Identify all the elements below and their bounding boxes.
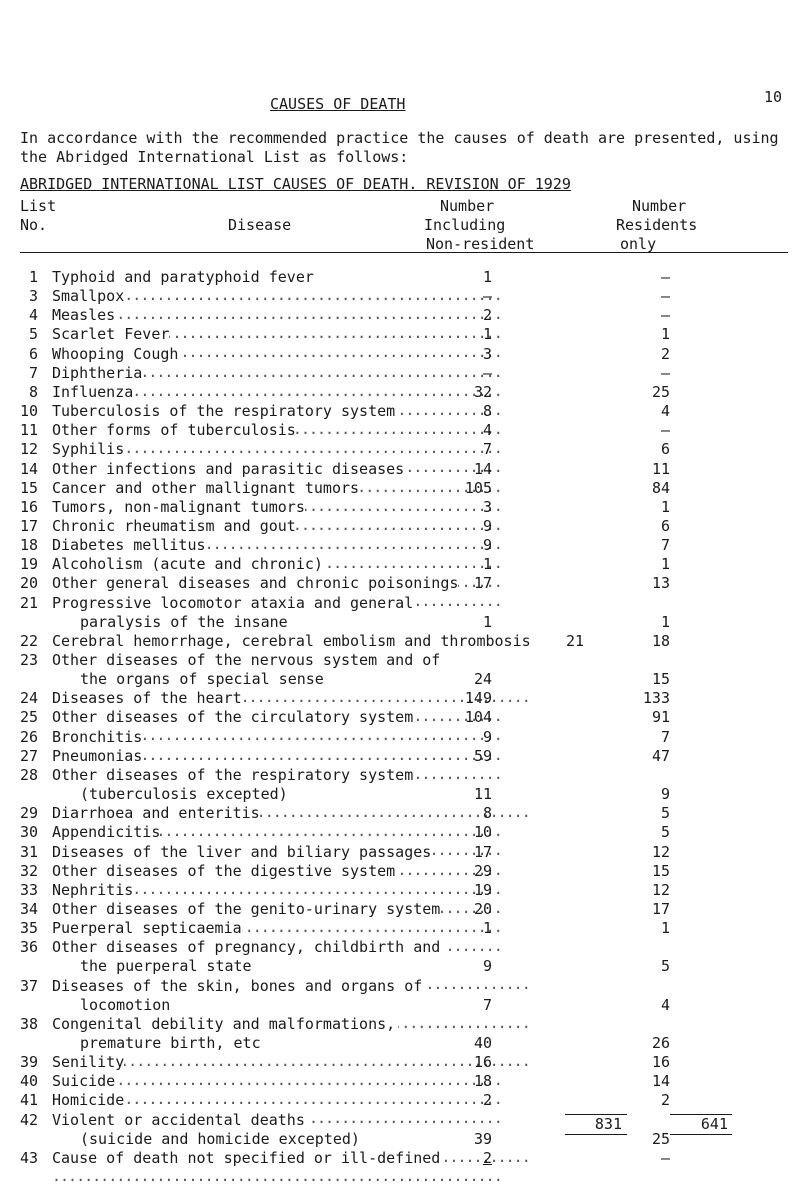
header-disease: Disease (228, 216, 292, 234)
total-underline-2 (670, 1134, 732, 1135)
list-number: 34 (19, 899, 38, 918)
header-rule (20, 252, 788, 253)
table-row (0, 1034, 800, 1053)
table-row (0, 325, 800, 344)
disease-name (52, 1111, 502, 1129)
disease-label: (tuberculosis excepted) ..... (80, 785, 530, 821)
count-residents-only: – (660, 363, 670, 382)
count-including-nonresident: – (482, 287, 492, 306)
table-row (0, 632, 800, 651)
list-number: 40 (19, 1072, 38, 1091)
count-residents-only: 25 (651, 382, 670, 401)
disease-label: the puerperal state ..... (80, 957, 530, 993)
count-residents-only: 12 (651, 842, 670, 861)
table-row (0, 460, 800, 479)
list-number: 17 (19, 516, 38, 535)
count-including-nonresident: 9 (482, 957, 492, 976)
list-number: 3 (28, 287, 38, 306)
count-including-nonresident: 32 (473, 382, 492, 401)
header-number-2: Number (632, 197, 687, 215)
count-residents-only: – (660, 306, 670, 325)
count-residents-only: 15 (651, 670, 670, 689)
list-number: 15 (19, 478, 38, 497)
table-row (0, 919, 800, 938)
count-including-nonresident: 8 (482, 402, 492, 421)
count-including-nonresident: 19 (473, 880, 492, 899)
disease-label: Other diseases of the nervous system and of (52, 651, 443, 669)
count-residents-only: 47 (651, 746, 670, 765)
disease-label: Diabetes mellitus ..... (52, 536, 502, 572)
disease-label: Smallpox ..... (52, 287, 502, 323)
count-residents-only: 1 (660, 555, 670, 574)
page-title: CAUSES OF DEATH (270, 95, 406, 113)
table-row (0, 996, 800, 1015)
table-row (0, 881, 800, 900)
disease-label: Chronic rheumatism and gout ..... (52, 517, 502, 553)
table-row (0, 517, 800, 536)
table-row (0, 938, 800, 957)
count-including-nonresident: 1 (482, 612, 492, 631)
list-number: 18 (19, 536, 38, 555)
disease-label: Other infections and parasitic diseases ..... (52, 460, 502, 496)
list-number: 19 (19, 555, 38, 574)
total-including-nonresident: 831 (594, 1115, 622, 1133)
count-including-nonresident: 9 (482, 536, 492, 555)
list-number: 10 (19, 402, 38, 421)
count-residents-only: 133 (642, 689, 670, 708)
count-including-nonresident: 7 (482, 995, 492, 1014)
disease-label: Measles ..... (52, 306, 502, 342)
count-residents-only: 84 (651, 478, 670, 497)
disease-label: Alcoholism (acute and chronic) ..... (52, 555, 502, 591)
list-number: 8 (28, 382, 38, 401)
disease-label: Diphtheria ..... (52, 364, 502, 400)
list-number: 38 (19, 1014, 38, 1033)
header-including: Including (424, 216, 506, 234)
list-number: 41 (19, 1091, 38, 1110)
count-including-nonresident: – (482, 363, 492, 382)
count-residents-only: 4 (660, 995, 670, 1014)
list-number: 4 (28, 306, 38, 325)
count-residents-only: 5 (660, 804, 670, 823)
count-including-nonresident: 18 (473, 1072, 492, 1091)
list-number: 33 (19, 880, 38, 899)
disease-label: Cause of death not specified or ill-defined ..... (52, 1149, 502, 1185)
list-number: 25 (19, 708, 38, 727)
header-only: only (620, 235, 657, 253)
table-row (0, 498, 800, 517)
disease-label: Other forms of tuberculosis ..... (52, 421, 502, 457)
table-row (0, 689, 800, 708)
count-including-nonresident: 40 (473, 1034, 492, 1052)
count-including-nonresident: 21 (566, 631, 585, 650)
count-including-nonresident: 59 (473, 746, 492, 765)
table-row (0, 843, 800, 862)
disease-label: Whooping Cough ..... (52, 345, 502, 381)
list-number: 43 (19, 1148, 38, 1167)
count-residents-only: 1 (660, 919, 670, 938)
count-including-nonresident: 105 (464, 478, 492, 497)
disease-name (52, 766, 502, 784)
count-residents-only: 5 (660, 957, 670, 976)
disease-name (52, 1015, 502, 1033)
disease-label: Progressive locomotor ataxia and general (52, 594, 416, 612)
table-row (0, 1149, 800, 1168)
list-number: 24 (19, 689, 38, 708)
count-residents-only: 16 (651, 1053, 670, 1072)
count-residents-only: 26 (651, 1034, 670, 1052)
list-number: 36 (19, 938, 38, 957)
count-including-nonresident: 1 (482, 325, 492, 344)
count-residents-only: 14 (651, 1072, 670, 1091)
list-number: 31 (19, 842, 38, 861)
disease-label: Pneumonias ..... (52, 747, 502, 783)
count-including-nonresident: 1 (482, 919, 492, 938)
disease-label: Bronchitis ..... (52, 728, 502, 764)
table-row (0, 268, 800, 287)
count-residents-only: 1 (660, 325, 670, 344)
header-residents: Residents (616, 216, 698, 234)
table-row (0, 900, 800, 919)
count-including-nonresident: 4 (482, 421, 492, 440)
disease-label: Senility ..... (52, 1053, 502, 1089)
count-including-nonresident: 9 (482, 727, 492, 746)
count-including-nonresident: 11 (473, 785, 492, 804)
list-number: 5 (28, 325, 38, 344)
disease-label: Homicide ..... (52, 1091, 502, 1127)
disease-name (52, 938, 502, 956)
disease-label: Cancer and other mallignant tumors ..... (52, 479, 502, 515)
disease-label: Suicide ..... (52, 1072, 502, 1108)
table-row (0, 402, 800, 421)
header-no: No. (20, 216, 48, 234)
list-number: 28 (19, 765, 38, 784)
count-residents-only: 2 (660, 1091, 670, 1110)
intro-paragraph: In accordance with the recommended practice the causes of death are presented, using the Abridged International List as follows: (20, 129, 779, 166)
count-including-nonresident: 3 (482, 344, 492, 363)
disease-label: paralysis of the insane ..... (80, 613, 530, 649)
count-including-nonresident: 2 (482, 306, 492, 325)
table-row (0, 574, 800, 593)
list-number: 16 (19, 497, 38, 516)
count-including-nonresident: 20 (473, 899, 492, 918)
header-list: List (20, 197, 57, 215)
count-residents-only: 2 (660, 344, 670, 363)
count-including-nonresident: 39 (473, 1129, 492, 1148)
count-residents-only: 12 (651, 880, 670, 899)
disease-label: Diseases of the skin, bones and organs of (52, 977, 425, 995)
count-including-nonresident: 29 (473, 861, 492, 880)
table-row (0, 1015, 800, 1034)
table-row (0, 862, 800, 881)
table-row (0, 728, 800, 747)
list-number: 12 (19, 440, 38, 459)
count-including-nonresident: 8 (482, 804, 492, 823)
disease-label: Influenza ..... (52, 383, 502, 419)
disease-label: Other diseases of the genito-urinary system ..... (52, 900, 502, 936)
list-number: 30 (19, 823, 38, 842)
count-including-nonresident: 2 (482, 1091, 492, 1110)
disease-label: Tuberculosis of the respiratory system ..... (52, 402, 502, 438)
table-row (0, 345, 800, 364)
list-number: 6 (28, 344, 38, 363)
count-residents-only: 17 (651, 899, 670, 918)
list-number: 42 (19, 1110, 38, 1129)
count-including-nonresident: 16 (473, 1053, 492, 1072)
disease-name (52, 977, 502, 995)
count-including-nonresident: 149 (464, 689, 492, 708)
disease-label: Other general diseases and chronic poisonings ..... (52, 574, 502, 610)
table-row (0, 306, 800, 325)
disease-label: Diarrhoea and enteritis ..... (52, 804, 502, 840)
table-row (0, 613, 800, 632)
table-row (0, 287, 800, 306)
count-residents-only: 4 (660, 402, 670, 421)
disease-label: Tumors, non-malignant tumors ..... (52, 498, 502, 534)
count-residents-only: 5 (660, 823, 670, 842)
list-number: 27 (19, 746, 38, 765)
list-number: 1 (28, 268, 38, 286)
table-row (0, 555, 800, 574)
table-row (0, 594, 800, 613)
table-row (0, 651, 800, 670)
table-row (0, 1053, 800, 1072)
list-number: 20 (19, 574, 38, 593)
table-row (0, 823, 800, 842)
count-including-nonresident: 7 (482, 440, 492, 459)
disease-label: Puerperal septicaemia ..... (52, 919, 502, 955)
list-number: 22 (19, 631, 38, 650)
count-residents-only: – (660, 268, 670, 286)
table-row (0, 977, 800, 996)
disease-label: (suicide and homicide excepted) ..... (80, 1130, 530, 1166)
disease-name (52, 594, 502, 612)
count-residents-only: 15 (651, 861, 670, 880)
table-row (0, 364, 800, 383)
count-including-nonresident: 14 (473, 459, 492, 478)
count-including-nonresident: 1 (482, 555, 492, 574)
header-non-resident: Non-resident (426, 235, 535, 253)
list-number: 32 (19, 861, 38, 880)
header-number-1: Number (440, 197, 495, 215)
count-residents-only: – (660, 421, 670, 440)
table-row (0, 957, 800, 976)
list-number: 39 (19, 1053, 38, 1072)
count-including-nonresident: 104 (464, 708, 492, 727)
count-residents-only: 18 (651, 631, 670, 650)
list-number: 7 (28, 363, 38, 382)
count-residents-only: 9 (660, 785, 670, 804)
count-including-nonresident: 10 (473, 823, 492, 842)
table-row (0, 804, 800, 823)
count-including-nonresident: 3 (482, 497, 492, 516)
disease-label: Syphilis ..... (52, 440, 502, 476)
page-number: 10 (764, 88, 783, 106)
disease-label: the organs of special sense ..... (80, 670, 530, 706)
list-number: 21 (19, 593, 38, 612)
disease-label: Diseases of the heart ..... (52, 689, 502, 725)
disease-name (52, 632, 612, 650)
table-row (0, 479, 800, 498)
disease-label: Violent or accidental deaths (52, 1111, 308, 1129)
disease-label: Scarlet Fever ..... (52, 325, 502, 361)
disease-label: Diseases of the liver and biliary passages ..... (52, 843, 502, 879)
list-number: 14 (19, 459, 38, 478)
disease-label: premature birth, etc ..... (80, 1034, 530, 1070)
count-including-nonresident: 17 (473, 842, 492, 861)
table-row (0, 670, 800, 689)
count-residents-only: 25 (651, 1129, 670, 1148)
count-including-nonresident: 24 (473, 670, 492, 689)
count-residents-only: 6 (660, 516, 670, 535)
disease-label: Other diseases of the respiratory system (52, 766, 416, 784)
disease-label: Other diseases of pregnancy, childbirth and (52, 938, 443, 956)
disease-label: Typhoid and paratyphoid fever ..... (52, 268, 502, 304)
table-row (0, 766, 800, 785)
count-residents-only: 1 (660, 497, 670, 516)
total-residents-only: 641 (700, 1115, 728, 1133)
disease-label: locomotion ..... (80, 996, 530, 1032)
table-row (0, 1072, 800, 1091)
count-including-nonresident: 2 (482, 1148, 492, 1167)
table-row (0, 747, 800, 766)
disease-name (52, 651, 502, 669)
total-underline-1 (565, 1134, 627, 1135)
disease-label: Congenital debility and malformations, (52, 1015, 398, 1033)
count-residents-only: 7 (660, 727, 670, 746)
count-residents-only: – (660, 1148, 670, 1167)
count-residents-only: 6 (660, 440, 670, 459)
count-residents-only: 7 (660, 536, 670, 555)
list-title: ABRIDGED INTERNATIONAL LIST CAUSES OF DEATH. REVISION OF 1929 (20, 175, 571, 193)
list-number: 11 (19, 421, 38, 440)
count-residents-only: 11 (651, 459, 670, 478)
list-number: 23 (19, 651, 38, 669)
count-including-nonresident: 9 (482, 516, 492, 535)
count-including-nonresident: 1 (482, 268, 492, 286)
disease-label: Nephritis ..... (52, 881, 502, 917)
count-residents-only: 91 (651, 708, 670, 727)
disease-label: Appendicitis ..... (52, 823, 502, 859)
table-row (0, 708, 800, 727)
count-residents-only: 1 (660, 612, 670, 631)
list-number: 37 (19, 976, 38, 995)
disease-label: Other diseases of the digestive system ..... (52, 862, 502, 898)
disease-label: Other diseases of the circulatory system ..... (52, 708, 502, 744)
table-row (0, 383, 800, 402)
table-row (0, 1091, 800, 1110)
count-including-nonresident: 17 (473, 574, 492, 593)
list-number: 35 (19, 919, 38, 938)
list-number: 29 (19, 804, 38, 823)
table-row (0, 785, 800, 804)
table-row (0, 536, 800, 555)
list-number: 26 (19, 727, 38, 746)
table-row (0, 440, 800, 459)
disease-label: Cerebral hemorrhage, cerebral embolism and thrombosis (52, 632, 534, 650)
count-residents-only: 13 (651, 574, 670, 593)
table-row (0, 421, 800, 440)
count-residents-only: – (660, 287, 670, 306)
